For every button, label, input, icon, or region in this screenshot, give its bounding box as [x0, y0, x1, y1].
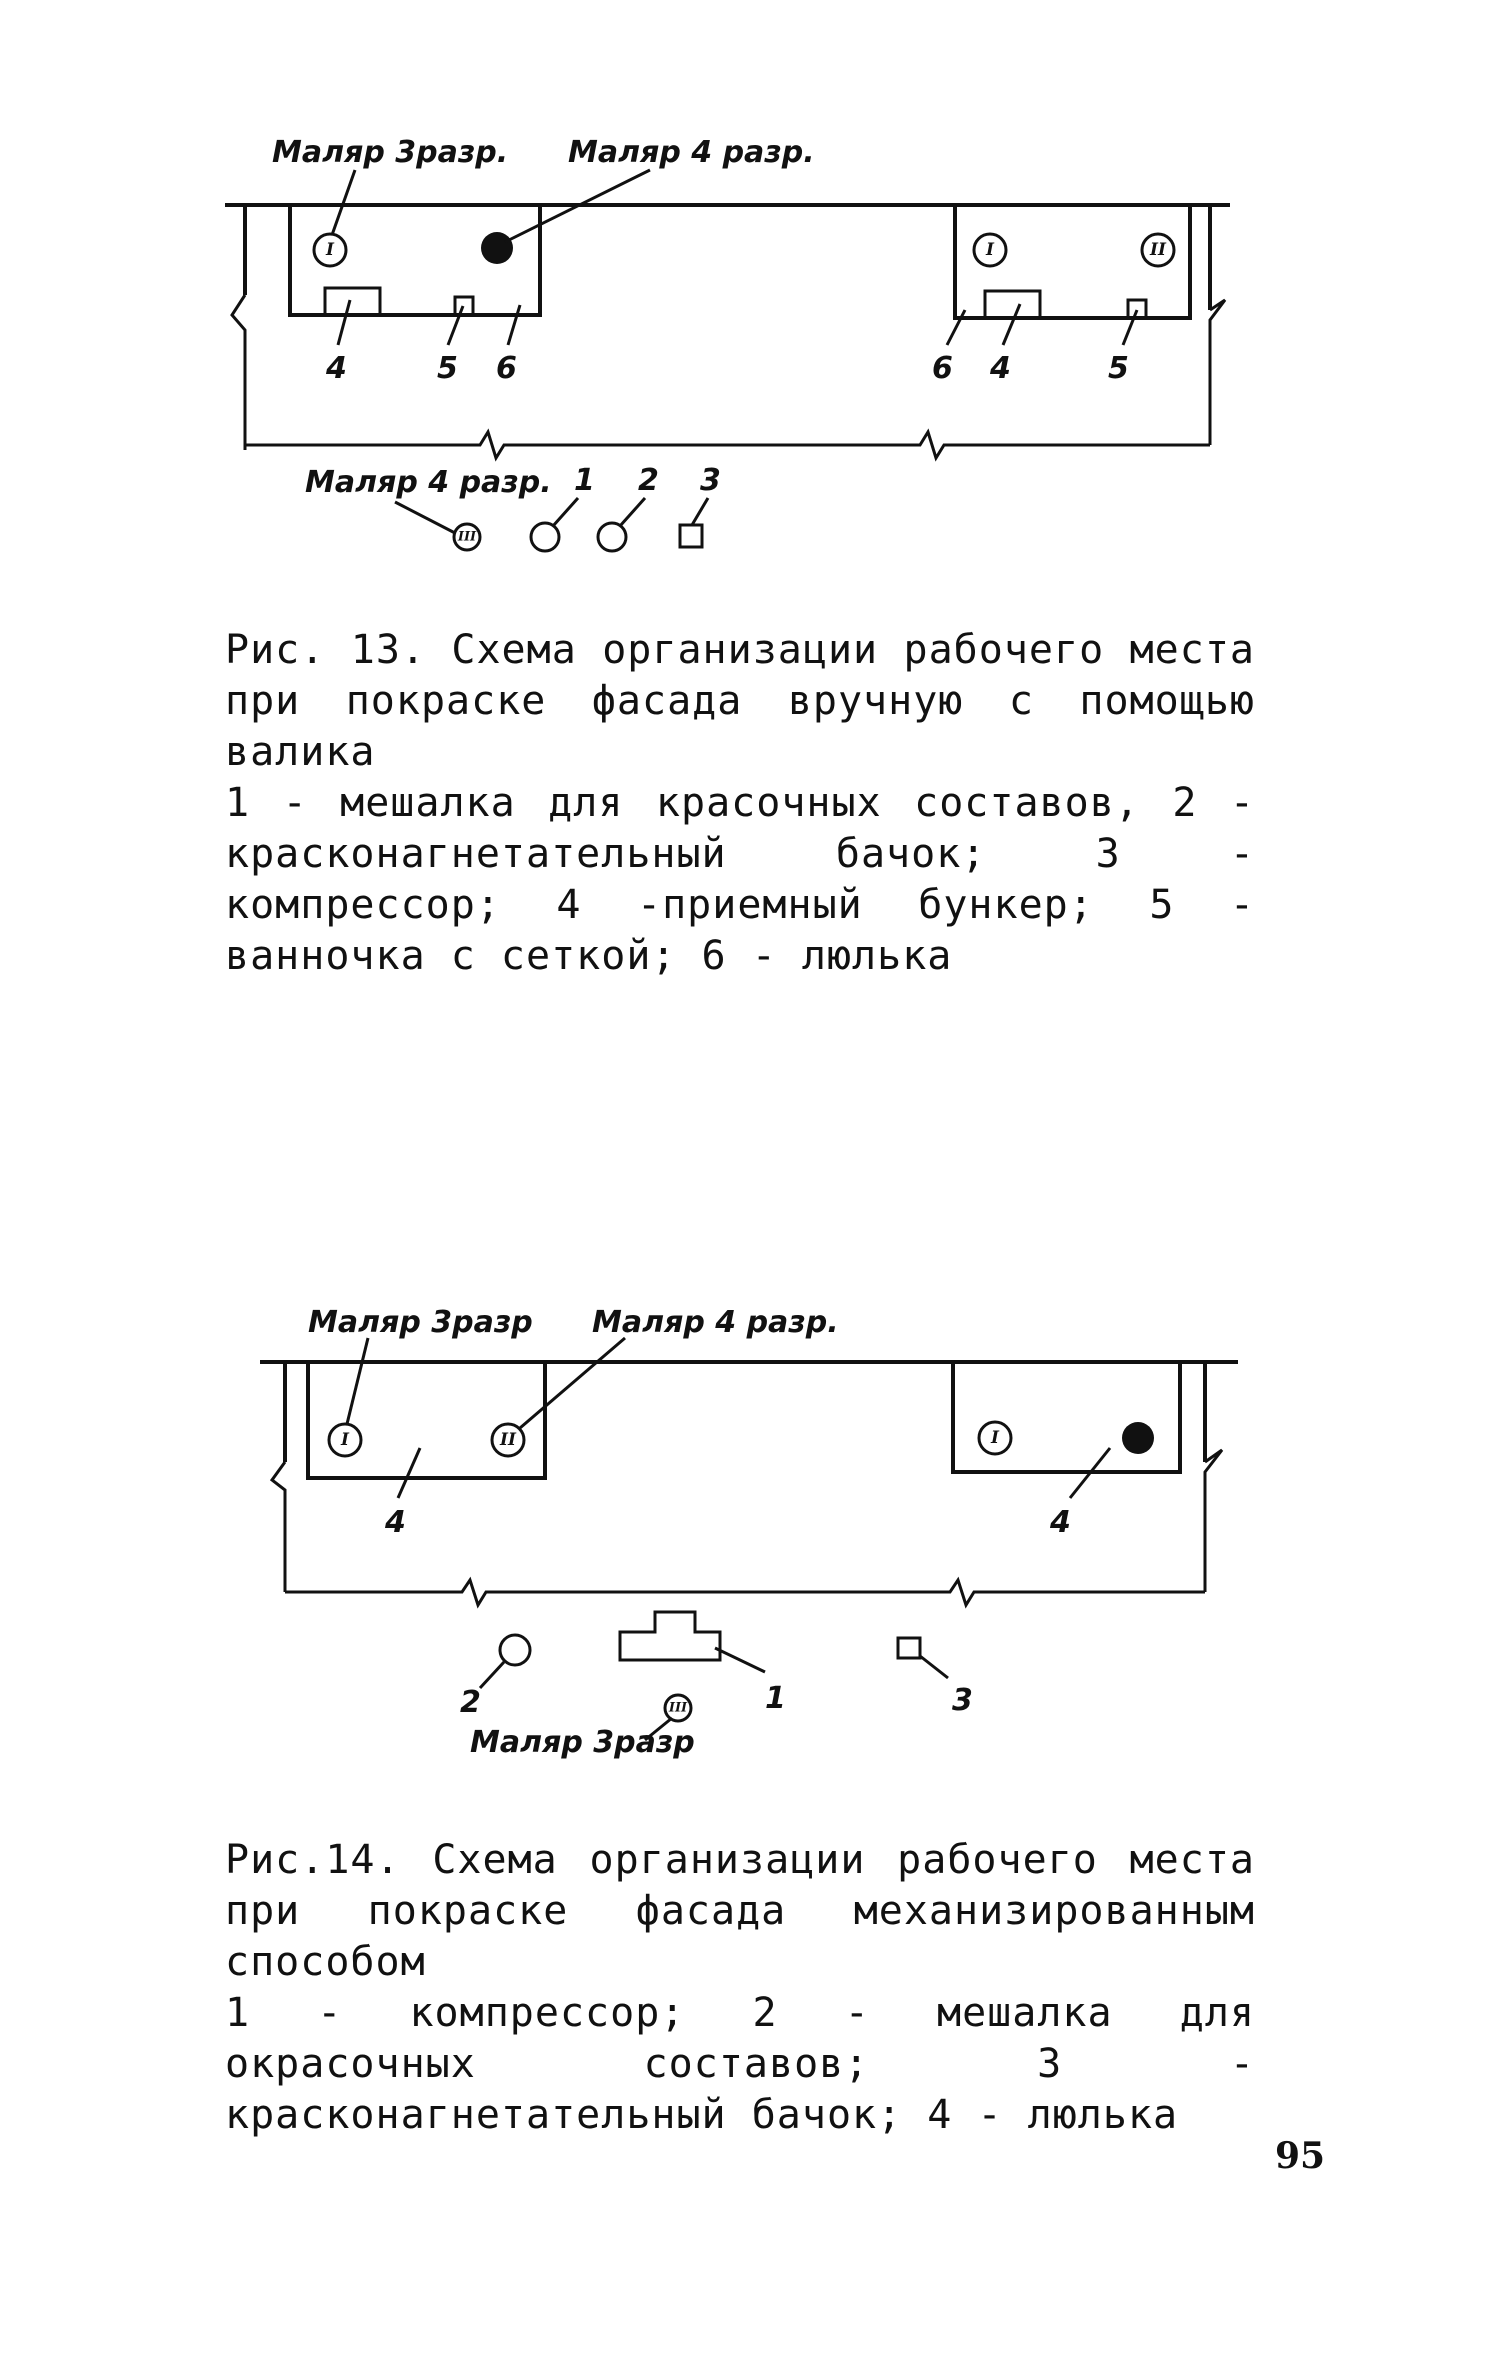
paint-tank	[598, 523, 626, 551]
leader-item-1	[715, 1648, 765, 1672]
label-painter-grade4: Маляр 4 разр.	[568, 135, 815, 170]
leader-item-4-left	[398, 1448, 420, 1498]
item-number-5-right: 5	[1108, 351, 1129, 386]
label-painter-grade4: Маляр 4 разр.	[592, 1305, 839, 1340]
receiving-hopper-left	[325, 288, 380, 315]
leader-item-4-left	[338, 300, 350, 345]
leader-painter-grade4-bottom	[395, 502, 455, 533]
item-number-3: 3	[952, 1683, 973, 1718]
cradle-right	[953, 1362, 1180, 1472]
leader-item-2	[480, 1662, 504, 1688]
paint-tank	[898, 1638, 920, 1658]
item-number-6-left: 6	[496, 351, 517, 386]
item-number-1: 1	[765, 1681, 786, 1716]
mixer	[500, 1635, 530, 1665]
page-number: 95	[1275, 2135, 1326, 2177]
break-mark-right	[1210, 300, 1225, 445]
compressor	[620, 1612, 720, 1660]
label-painter-grade4-bottom: Маляр 4 разр.	[305, 465, 552, 500]
label-painter-grade3-bottom: Маляр 3разр	[470, 1725, 695, 1760]
roman-II-right: II	[1150, 240, 1166, 260]
roman-III: III	[668, 1700, 688, 1716]
leader-painter-grade3	[347, 1338, 368, 1424]
item-number-2: 2	[460, 1685, 481, 1720]
compressor	[680, 525, 702, 547]
leader-item-5-right	[1123, 310, 1137, 345]
figure-14-caption	[225, 1835, 1255, 2141]
item-number-4-right: 4	[1050, 1505, 1071, 1540]
roman-III: III	[457, 529, 477, 545]
item-number-2: 2	[638, 463, 659, 498]
figure-13-caption-legend: 1 - мешалка для красочных составов, 2 - красконагнетательный бачок; 3 - компрессор; 4 -приемный бункер; 5 - ванночка с сеткой; 6 - люлька	[225, 780, 1255, 979]
roman-I-left: I	[326, 240, 334, 260]
label-painter-grade3: Маляр 3разр	[308, 1305, 533, 1340]
roman-I-right: I	[991, 1428, 999, 1448]
break-mark-left	[272, 1462, 285, 1592]
leader-painter-grade3	[332, 170, 355, 235]
roman-II-left: II	[500, 1430, 516, 1450]
break-mark-right	[1205, 1450, 1222, 1592]
tray-with-mesh-right	[1128, 300, 1146, 318]
figure-13-caption-title: Рис. 13. Схема организации рабочего места при покраске фасада вручную с помощью валика	[225, 627, 1255, 775]
item-number-1: 1	[574, 463, 595, 498]
leader-item-4-right	[1003, 304, 1020, 345]
cradle-right	[955, 205, 1190, 318]
item-number-5-left: 5	[437, 351, 458, 386]
cradle-left	[308, 1362, 545, 1478]
item-number-4-left: 4	[326, 351, 347, 386]
leader-painter-grade4	[520, 1338, 625, 1428]
item-number-4-left: 4	[385, 1505, 406, 1540]
figure-13-caption	[225, 625, 1255, 982]
receiving-hopper-right	[985, 291, 1040, 318]
tray-with-mesh-left	[455, 297, 473, 315]
mixer	[531, 523, 559, 551]
leader-item-3	[920, 1656, 948, 1678]
figure-14-caption-legend: 1 - компрессор; 2 - мешалка для окрасочных составов; 3 - красконагнетательный бачок; 4 - люлька	[225, 1990, 1255, 2138]
leader-item-3	[692, 498, 708, 525]
item-number-4-right: 4	[990, 351, 1011, 386]
work-zone-boundary	[245, 432, 1210, 458]
leader-item-2	[620, 498, 645, 526]
figure-13-diagram	[0, 120, 1499, 580]
figure-14-diagram	[0, 1300, 1499, 1780]
figure-14-caption-title: Рис.14. Схема организации рабочего места при покраске фасада механизированным способом	[225, 1837, 1255, 1985]
roman-I-right: I	[986, 240, 994, 260]
worker-II-right	[1122, 1422, 1154, 1454]
item-number-3: 3	[700, 463, 721, 498]
label-painter-grade3: Маляр 3разр.	[272, 135, 509, 170]
break-mark-left	[232, 295, 245, 450]
worker-II-left	[481, 232, 513, 264]
item-number-6-right: 6	[932, 351, 953, 386]
work-zone-boundary	[285, 1580, 1205, 1605]
leader-item-1	[553, 498, 578, 526]
roman-I-left: I	[341, 1430, 349, 1450]
leader-item-6-left	[508, 305, 520, 345]
